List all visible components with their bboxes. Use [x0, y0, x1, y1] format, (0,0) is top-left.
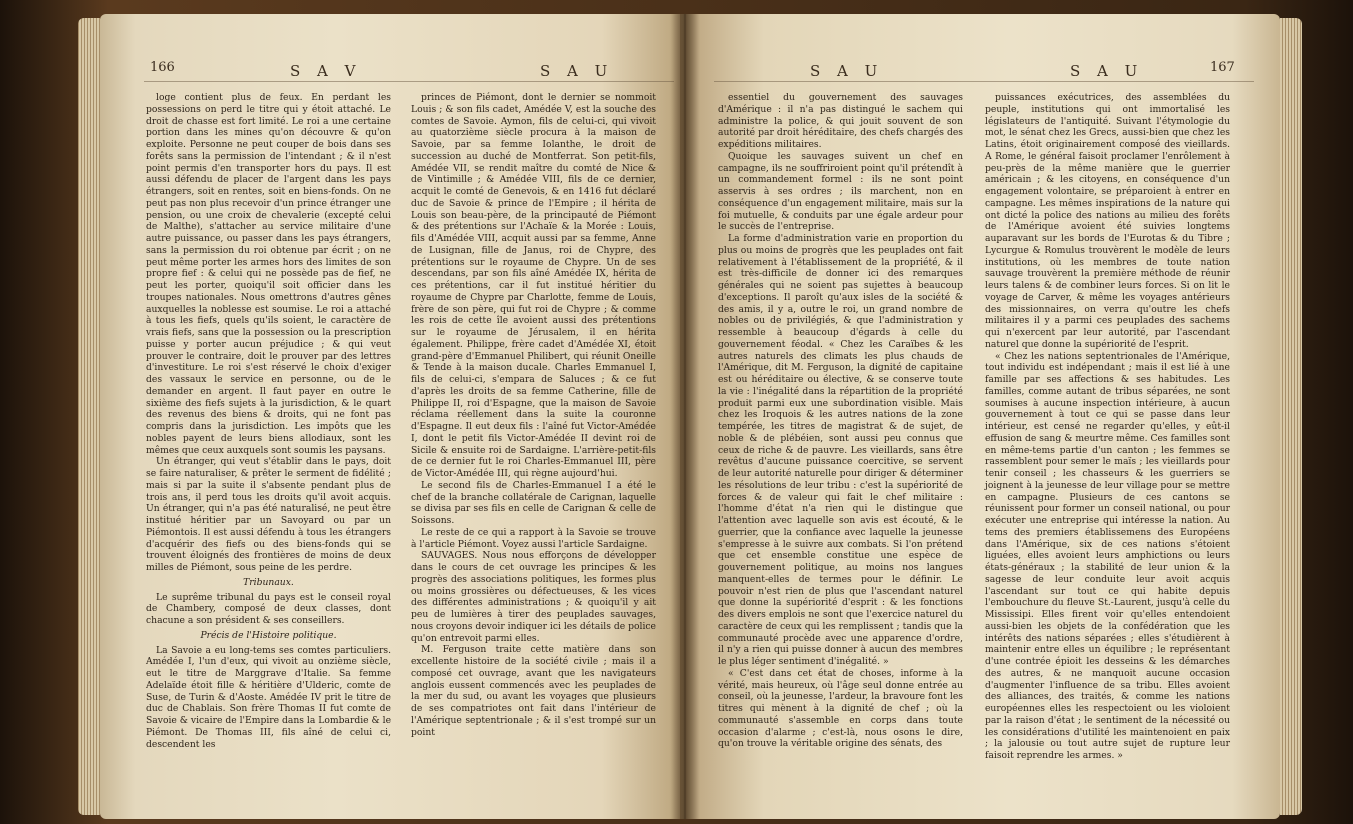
- right-page-edges: [1280, 18, 1302, 815]
- section-heading: Précis de l'Histoire politique.: [200, 629, 337, 641]
- paragraph: Le reste de ce qui a rapport à la Savoie se trouve à l'article Piémont. Voyez aussi l'article Sardaigne.: [411, 526, 656, 550]
- paragraph: « C'est dans cet état de choses, informe à la vérité, mais heureux, où l'âge seul donne entrée au conseil, où la jeunesse, l'ardeur, la bravoure font les titres qui mènent à la dignité de chef ; où la communauté s'assemble en corps dans toute occasion d'alarme ; c'est-là, nous osons le dire, qu'on trouve la véritable origine des sénats, des: [718, 667, 963, 750]
- right-page: [680, 14, 1280, 819]
- header-rule-right: [714, 81, 1254, 82]
- paragraph: Le suprême tribunal du pays est le conseil royal de Chambery, composé de deux classes, dont chacune a son président & ses conseillers.: [146, 591, 391, 626]
- left-page: [100, 14, 690, 819]
- left-page-edges: [78, 18, 100, 815]
- paragraph: « Chez les nations septentrionales de l'Amérique, tout individu est indépendant ; mais il est lié à une famille par ses affections & ses habitudes. Les familles, comme autant de tribus séparées, ne sont soumises à aucune inspection intérieure, à aucun gouvernement à tout ce qui se passe dans leur intérieur, est censé ne regarder qu'elles, y eût-il effusion de sang & meurtre même. Ces familles sont en même-tems partie d'un canton ; les femmes se rassemblent pour semer le maïs ; les vieillards pour tenir conseil ; les chasseurs & les guerriers se joignent à la jeunesse de leur village pour se mettre en campagne. Plusieurs de ces cantons se réunissent pour former un conseil national, ou pour exécuter une entreprise qui intéresse la nation. Au tems des premiers établissemens des Européens dans l'Amérique, six de ces nations s'étoient liguées, elles avoient leurs amphictions ou leurs états-généraux ; la stabilité de leur union & la sagesse de leur conduite leur avoit acquis l'ascendant sur tout ce qui habite depuis l'embouchure du fleuve St.-Laurent, jusqu'à celle du Mississipi. Elles firent voir qu'elles entendoient aussi-bien les objets de la confédération que les intérêts des nations séparées ; elles s'étudièrent à maintenir entre elles un équilibre ; le représentant d'une contrée épioit les desseins & les démarches des autres, & ne manquoit aucune occasion d'augmenter l'influence de sa tribu. Elles avoient des alliances, des traités, & comme les nations européennes elles les respectoient ou les violoient par la raison d'état ; le sentiment de la nécessité ou les considérations d'utilité les maintenoient en paix ; la jalousie ou tout autre sujet de rupture leur faisoit reprendre les armes. »: [985, 350, 1230, 761]
- running-head-right-1: S A U: [810, 62, 884, 80]
- right-page-column-2: [985, 92, 1230, 762]
- paragraph: loge contient plus de feux. En perdant les possessions on perd le titre qui y étoit attaché. Le droit de chasse est fort limité. Le roi a une certaine portion dans les mines qu'on découvre & qu'on exploite. Personne ne peut couper de bois dans ses forêts sans la permission de l'intendant ; & il n'est point permis d'en transporter hors du pays. Il est aussi défendu de placer de l'argent dans les pays étrangers, soit en rentes, soit en biens-fonds. On ne peut pas non plus recevoir d'un prince étranger une pension, ou une croix de chevalerie (excepté celui de Malthe), s'attacher au service militaire d'une autre puissance, ou passer dans les pays étrangers, sans la permission du roi obtenue par écrit ; on ne peut même porter les armes hors des limites de son propre fief : & celui qui ne possède pas de fief, ne peut les porter, quoiqu'il soit officier dans les troupes nationales. Nous omettrons d'autres gênes auxquelles la noblesse est soumise. Le roi a attaché à tous les fiefs, quels qu'ils soient, le caractère de vrais fiefs, sans que la possession ou la prescription puisse y porter aucun préjudice ; & qui veut prouver le contraire, doit le prouver par des lettres d'investiture. Le roi s'est réservé le choix d'exiger des vassaux le service en personne, ou de le demander en argent. Il faut payer en outre le sixième des fiefs sujets à la jurisdiction, & le quart des revenus des biens & droits, qui ne font pas compris dans la jurisdiction. Les impôts que les nobles payent de leurs biens allodiaux, sont les mêmes que ceux auxquels sont soumis les paysans.: [146, 92, 391, 456]
- paragraph: princes de Piémont, dont le dernier se nommoit Louis ; & son fils cadet, Amédée V, est la souche des comtes de Savoie. Aymon, fils de celui-ci, qui vivoit au quatorzième siècle procura à la maison de Savoie, par sa femme Iolanthe, le droit de succession au duché de Montferrat. Son petit-fils, Amédée VII, se rendit maître du comté de Nice & de Vintimille ; & Amédée VIII, fils de ce dernier, acquit le comté de Genevois, & en 1416 fut déclaré duc de Savoie & prince de l'Empire ; il hérita de Louis son beau-père, de la principauté de Piémont & des prétentions sur l'Achaïe & la Morée : Louis, fils d'Amédée VIII, acquit aussi par sa femme, Anne de Lusignan, fille de Janus, roi de Chypre, des prétentions sur le royaume de Chypre. Un de ses descendans, par son fils aîné Amédée IX, hérita de ces prétentions, car il fut institué héritier du royaume de Chypre par Charlotte, femme de Louis, frère de son père, qui fut roi de Chypre ; & comme les rois de cette île avoient aussi des prétentions sur le royaume de Jérusalem, il en hérita également. Philippe, frère cadet d'Amédée XI, étoit grand-père d'Emmanuel Philibert, qui réunit Oneille & Tende à la maison ducale. Charles Emmanuel I, fils de celui-ci, s'empara de Saluces ; & ce fut d'après les droits de sa femme Catherine, fille de Philippe II, roi d'Espagne, que la maison de Savoie réclama réellement dans la suite la couronne d'Espagne. Il eut deux fils : l'aîné fut Victor-Amédée I, dont le petit fils Victor-Amédée II devint roi de Sicile & ensuite roi de Sardaigne. L'arrière-petit-fils de ce dernier fut le roi Charles-Emmanuel III, père de Victor-Amédée III, qui règne aujourd'hui.: [411, 92, 656, 479]
- section-heading: Tribunaux.: [243, 576, 294, 588]
- paragraph: Un étranger, qui veut s'établir dans le pays, doit se faire naturaliser, & prêter le serment de fidélité ; mais si par la suite il s'absente pendant plus de trois ans, il perd tous les droits qu'il avoit acquis. Un étranger, qui n'a pas été naturalisé, ne peut être institué héritier par un Savoyard ou par un Piémontois. Il est aussi défendu à tous les étrangers d'acquérir des fiefs ou des biens-fonds qui se trouvent éloignés des frontières de moins de deux milles de Piémont, sous peine de les perdre.: [146, 456, 391, 573]
- paragraph: M. Ferguson traite cette matière dans son excellente histoire de la société civile ; mais il a composé cet ouvrage, avant que les navigateurs anglois eussent commencés avec les peuplades de la mer du sud, ou avant les voyages que plusieurs de ses compatriotes ont fait dans l'intérieur de l'Amérique septentrionale ; & il s'est trompé sur un point: [411, 644, 656, 738]
- open-book-spread: [70, 14, 1295, 819]
- left-page-column-2: [411, 92, 656, 738]
- paragraph: Quoique les sauvages suivent un chef en campagne, ils ne souffriroient point qu'il prétendît à un commandement formel : ils ne sont point asservis à ses ordres ; ils marchent, non en conséquence d'un engagement militaire, mais sur la foi mutuelle, & conduits par une égale ardeur pour le succès de l'entreprise.: [718, 150, 963, 233]
- paragraph: La Savoie a eu long-tems ses comtes particuliers. Amédée I, l'un d'eux, qui vivoit au onzième siècle, eut le titre de Marggrave d'Italie. Sa femme Adelaïde étoit fille & héritière d'Ulderic, comte de Suse, de Turin & d'Aoste. Amédée IV prit le titre de duc de Chablais. Son frère Thomas II fut comte de Savoie & vicaire de l'Empire dans la Lombardie & le Piémont. De Thomas III, fils aîné de celui ci, descendent les: [146, 644, 392, 750]
- running-head-left-1: S A V: [290, 62, 362, 80]
- paragraph: essentiel du gouvernement des sauvages d'Amérique : il n'a pas distingué le sachem qui administre la police, & qui jouit souvent de son autorité par droit héréditaire, des chefs chargés des expéditions militaires.: [718, 92, 963, 150]
- paragraph: La forme d'administration varie en proportion du plus ou moins de progrès que les peuplades ont fait relativement à l'établissement de la propriété, & il est très-difficile de donner ici des remarques générales qui ne soient pas sujettes à beaucoup d'exceptions. Il paroît qu'aux isles de la société & des amis, il y a, outre le roi, un grand nombre de nobles ou de privilégiés, & que l'administration y ressemble à beaucoup d'égards à celle du gouvernement féodal. « Chez les Caraïbes & les autres naturels des climats les plus chauds de l'Amérique, dit M. Ferguson, la dignité de capitaine est ou héréditaire ou élective, & se conserve toute la vie : l'inégalité dans la répartition de la propriété produit parmi eux une subordination visible. Mais chez les Iroquois & les autres nations de la zone tempérée, les titres de magistrat & de sujet, de noble & de plébéien, sont aussi peu connus que ceux de riche & de pauvre. Les vieillards, sans être revêtus d'aucune puissance coercitive, se servent de leur autorité naturelle pour diriger & déterminer les résolutions de leur tribu : c'est la supériorité de forces & de valeur qui fait le chef militaire : l'homme d'état n'a rien qui le distingue que l'attention avec laquelle son avis est écouté, & le guerrier, que la confiance avec laquelle la jeunesse s'empresse à le suivre aux combats. Si l'on prétend que cet ensemble constitue une espèce de gouvernement politique, au moins nos langues manquent-elles de termes pour le définir. Le pouvoir n'est rien de plus que l'ascendant naturel que donne la supériorité d'esprit : & les fonctions des divers emplois ne sont que l'exercice naturel du caractère de ceux qui les remplissent ; tandis que la communauté procède avec une apparence d'ordre, il n'y a rien qui puisse donner à aucun des membres le plus léger sentiment d'inégalité. »: [718, 233, 963, 667]
- running-head-left-2: S A U: [540, 62, 614, 80]
- paragraph: Le second fils de Charles-Emmanuel I a été le chef de la branche collatérale de Carignan, laquelle se divisa par ses fils en celle de Carignan & celle de Soissons.: [411, 479, 656, 526]
- running-head-right-2: S A U: [1070, 62, 1144, 80]
- paragraph: SAUVAGES. Nous nous efforçons de développer dans le cours de cet ouvrage les principes & les progrès des associations politiques, les formes plus ou moins grossières ou défectueuses, & les vices des différentes administrations ; & quoiqu'il y ait peu de lumières à tirer des peuplades sauvages, nous croyons devoir indiquer ici les détails de police qu'on entrevoit parmi elles.: [411, 550, 656, 644]
- right-page-column-1: [718, 92, 963, 750]
- page-number-right: 167: [1210, 60, 1235, 75]
- paragraph: puissances exécutrices, des assemblées du peuple, institutions qui ont immortalisé les législateurs de l'antiquité. Suivant l'étymologie du mot, le sénat chez les Grecs, aussi-bien que chez les Latins, étoit originairement composé des vieillards. A Rome, le général faisoit proclamer l'enrôlement à peu-près de la même manière que le guerrier américain ; & les citoyens, en conséquence d'un engagement volontaire, se préparoient à entrer en campagne. Les mêmes inspirations de la nature qui ont dicté la police des nations au milieu des forêts de l'Amérique avoient été suivies longtems auparavant sur les bords de l'Eurotas & du Tibre ; Lycurgue & Romulus trouvèrent le modèle de leurs institutions, où les membres de toute nation sauvage trouvèrent la première méthode de réunir leurs talens & de combiner leurs forces. Si on lit le voyage de Carver, & même les voyages antérieurs des missionnaires, on verra qu'outre les chefs militaires il y a parmi ces peuplades des sachems qui n'exercent par leur autorité, par l'ascendant naturel que donne la supériorité de l'esprit.: [985, 92, 1230, 350]
- left-page-column-1: [146, 92, 391, 750]
- header-rule-left: [144, 81, 674, 82]
- book-gutter: [670, 14, 700, 819]
- page-number-left: 166: [150, 60, 175, 75]
